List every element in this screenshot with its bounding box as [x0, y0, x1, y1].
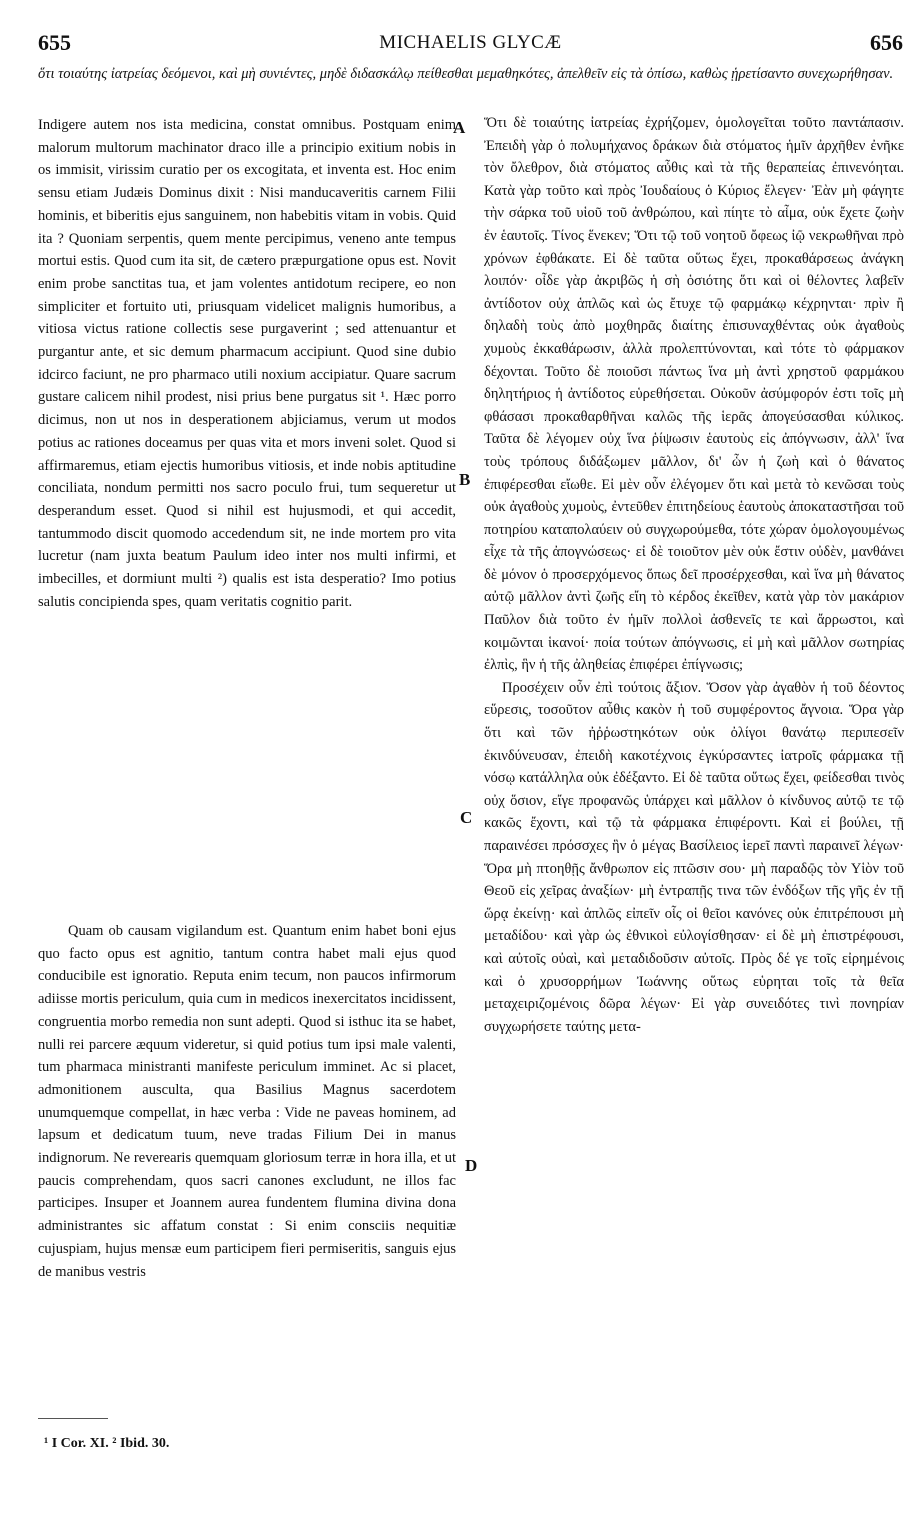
greek-carryover-line: ὅτι τοιαύτης ἰατρείας δεόμενοι, καὶ μὴ συνιέντες, μηδὲ διδασκάλῳ πείθεσθαι μεμαθηκότες, ἀπελθεῖν εἰς τὰ ὀπίσω, καθὼς ᾑρετίσαντο συνεχωρήθησαν. [38, 66, 894, 82]
right-page-number: 656 [870, 30, 903, 55]
footnote-divider [38, 1418, 108, 1419]
greek-paragraph-2: Προσέχειν οὖν ἐπὶ τούτοις ἄξιον. Ὅσον γὰρ ἀγαθὸν ἡ τοῦ δέοντος εὕρεσις, τοσοῦτον αὖθις κακὸν ἡ τοῦ συμφέροντος ἄγνοια. Ὅρα γὰρ ὅτι καὶ τῶν ἠῤῥωστηκότων οὐκ ὀλίγοι θανάτῳ περιπεσεῖν ἐκινδύνευσαν, ἐπειδὴ κακοτέχνοις ἐγκύρσαντες ἰατροῖς φάρμακα τῇ νόσῳ κατάλληλα οὐκ ἐδέξαντο. Εἰ δὲ ταῦτα οὕτως ἔχει, φείδεσθαι τινὸς οὐχ ὅσιον, εἴγε προφανῶς ὑπάρχει καὶ μᾶλλον ὁ κίνδυνος αὐτῷ τε τῷ κακῶς ἔχοντι, καὶ τῷ τὰ φάρμακα ἐπιφέροντι. Καὶ εἰ βούλει, τῇ παραινέσει πρόσσχες ἣν ὁ μέγας Βασίλειος ἱερεῖ παντὶ παραινεῖ λέγων· Ὅρα μὴ πτοηθῇς ἄνθρωπον εἰς πτῶσιν σου· μὴ παραδῷς τὸν Υἱὸν τοῦ Θεοῦ εἰς χεῖρας ἀναξίων· μὴ ἐντραπῇς τινα τῶν ἐνδόξων τῆς γῆς ἐν τῇ ὥρᾳ ἐκείνῃ· καὶ ἁπλῶς εἰπεῖν οἷς οἱ θεῖοι κανόνες οὐκ ἐπιτρέπουσι μὴ μεταδίδου· καὶ γὰρ ὡς ἐθνικοὶ εὐλογίσθησαν· εἰ δὲ μὴ ἐπιστρέφουσι, καὶ αὐτοῖς οὐαὶ, καὶ μεταδιδοῦσιν αὐτοῖς. Πρὸς δέ γε τοῖς εἰρημένοις καὶ ὁ χρυσορρήμων Ἰωάννης οὕτως εὑρηται τοῖς τὰ θεῖα μεταχειριζομένοις δῶρα λέγων· Εἰ γὰρ συνειδότες τινὶ πονηρίαν συγχωρήσετε ταύτης μετα- [484, 679, 904, 1035]
margin-marker-c: C [460, 808, 473, 827]
latin-paragraph-text: Quam ob causam vigilandum est. Quantum enim habet boni ejus quo facto opus est agnitio, tantum contra habet mali ejus quod conducibile est ignoratio. Reputa enim tecum, non paucos infirmorum adiisse mortis periculum, quia cum in medicos inexercitatos incidissent, congruentia morbo remedia non sunt adepti. Quod si isthuc ita se habet, nulli rei parcere æquum videretur, si quid potius tum ipsi male valenti, tum pharmaca ministranti manifeste periculum imminet. Ac si placet, admonitionem ausculta, qua Basilius Magnus sacerdotem unumquemque compellat, in hæc verba : Vide ne paveas hominem, ad lapsum et dedicatum tuum, neve tradas Filium Dei in manus indignorum. Ne reverearis quemquam gloriosum terræ in hora illa, et ut paucis comprehendam, quos sacri canones excludunt, ne illos fac participes. Insuper et Joannem aurea fundentem flumina divina dona administrantes sic affatum constat : Si enim consciis nequitiæ cujuspiam, hujus mensæ eum participem fieri permiseritis, sanguis ejus de manibus vestris [38, 923, 456, 1280]
margin-marker-b: B [459, 470, 471, 489]
left-page-number: 655 [38, 30, 71, 55]
latin-column-paragraph-2 [38, 920, 456, 1283]
running-header [38, 30, 903, 58]
latin-column-paragraph-1 [38, 114, 456, 613]
margin-marker-d: D [465, 1156, 478, 1175]
greek-column [484, 112, 904, 1038]
running-title: MICHAELIS GLYCÆ [379, 32, 562, 53]
margin-marker-a: A [453, 118, 466, 137]
footnote: ¹ I Cor. XI. ² Ibid. 30. [44, 1436, 170, 1451]
latin-paragraph-text: Indigere autem nos ista medicina, constat omnibus. Postquam enim malorum multorum machinator draco ille a principio exitium nobis in os immisit, virissim curatio per os excogitata, et inventa est. Hoc enim sensu etiam Judæis Dominus dixit : Nisi manducaveritis carnem Filii hominis, et biberitis ejus sanguinem, non habebitis vitam in vobis. Quid ita ? Quoniam serpentis, quem mente percipimus, veneno ante tempus mortui estis. Quod cum ita sit, de cætero præpurgatione opus est. Novit enim probe sanctitas tua, et jam volentes antidotum recipere, eo non simpliciter et fortuito uti, priusquam videlicet malignis humoribus, a vitiosa victus ratione collectis sese purgaverint ; sed attenuantur et purgantur ante, et sic demum pharmacum accipiunt. Quod sine dubio idcirco faciunt, ne pro pharmaco utili noxium accipiatur. Quare sacrum gustare calicem nihil prodest, nisi prius bene purgatus sit ¹. Hæc porro dicimus, non ut nos in desperationem abjiciamus, verum ut modos potius ac rationes doceamus per quas vita et mors inveni solet. Quod si affirmaremus, etiam ejectis humoribus vitiosis, et inde nobis aptitudine conciliata, nondum permitti nos sacro poculo frui, tum sequeretur ut desperandum esset. Quod si nihil est hujusmodi, et qui accedit, tantummodo discit quomodo accedendum sit, ne inde mortem pro vita lucretur (nam juxta beatum Paulum ideo inter nos multi infirmi, et imbecilles, et dormiunt multi ²) qualis est ista desperatio? Imo potius salutis concipienda spes, quam veritatis cognitio parit. [38, 117, 456, 610]
greek-paragraph-1: Ὅτι δὲ τοιαύτης ἰατρείας ἐχρήζομεν, ὁμολογεῖται τοῦτο παντάπασιν. Ἐπειδὴ γὰρ ὁ πολυμήχανος δράκων διὰ στόματος ἡμῖν ἀρχῆθεν ἐνῆκε τὸν ὄλεθρον, διὰ στόματος αὖθις καὶ τὰ τῆς θεραπείας ἐπινενόηται. Κατὰ γὰρ τοῦτο καὶ πρὸς Ἰουδαίους ὁ Κύριος ἔλεγεν· Ἐὰν μὴ φάγητε τὴν σάρκα τοῦ υἱοῦ τοῦ ἀνθρώπου, καὶ πίητε τὸ αἷμα, οὐκ ἔχετε ζωὴν ἐν ἑαυτοῖς. Τίνος ἕνεκεν; Ὅτι τῷ τοῦ νοητοῦ ὄφεως ἰῷ νεκρωθῆναι πρὸ χρόνων ἐφθάκατε. Εἰ δὲ ταῦτα οὕτως ἔχει, προκαθάρσεως ἀνάγκη λοιπόν· οἶδε γὰρ ἀκριβῶς ἡ σὴ ὁσιότης ὅτι καὶ οἱ θέλοντες λαβεῖν ἀντίδοτον οὐχ ἁπλῶς καὶ ὡς ἔτυχε τῷ φαρμάκῳ κέχρηνται· πρὶν ἢ δηλαδὴ τοὺς ἀπὸ μοχθηρᾶς διαίτης ἐπισυναχθέντας οὐκ ἀγαθοὺς χυμοὺς ἐκκαθάρωσιν, ἀλλὰ προλεπτύνονται, καὶ τότε τὸ φάρμακον δέχονται. Τοῦτο δὲ ποιοῦσι πάντως ἵνα μὴ ἀντὶ χρηστοῦ φαρμάκου δηλητήριος ἡ ἀντίδοτος εὑρεθήσεται. Οὐκοῦν ἀσύμφορόν ἐστι τοῖς μὴ φθάσασι προκαθαρθῆναι καλῶς τῆς ἱερᾶς ἀπογεύσασθαι κύλικος. Ταῦτα δὲ λέγομεν οὐχ ἵνα ῥίψωσιν ἑαυτοὺς εἰς ἀπόγνωσιν, ἀλλ' ἵνα τοὺς τρόπους διδάξωμεν μᾶλλον, δι' ὧν ἡ ζωὴ καὶ ὁ θάνατος ἐπιφέρεσθαι εἴωθε. Εἰ μὲν οὖν ἐλέγομεν ὅτι καὶ μετὰ τὸ κενῶσαι τοὺς οὐκ ἀγαθοὺς χυμοὺς, ἐντεῦθεν ἐπιτηδείους ἑαυτοὺς ἀποκαταστῆσαι τοῦ ποτηρίου καταπολαύειν οὐ συγχωρούμεθα, τότε χώραν ὁμολογουμένως εἶχε τὰ τῆς ἀπογνώσεως· εἰ δὲ τοιοῦτον μὲν οὐκ ἔστιν οὐδὲν, μανθάνει δὲ μόνον ὁ προσερχόμενος ὅπως δεῖ προσέρχεσθαι, καὶ ἵνα μὴ θάνατος αὐτῷ μᾶλλον ἀντὶ ζωῆς εἴη τὸ κέρδος ἐκεῖθεν, κατὰ γὰρ τὸν μακάριον Παῦλον διὰ τοῦτο ἐν ἡμῖν πολλοὶ ἀσθενεῖς τε καὶ ἄρρωστοι, καὶ κοιμῶνται ἱκανοί· ποία τούτων ἀπόγνωσις, εἰ μὴ καὶ μᾶλλον σωτηρίας ἐλπὶς, ἣν ἡ τῆς ἀληθείας ἐπιφέρει ἐπίγνωσις; [484, 115, 904, 674]
